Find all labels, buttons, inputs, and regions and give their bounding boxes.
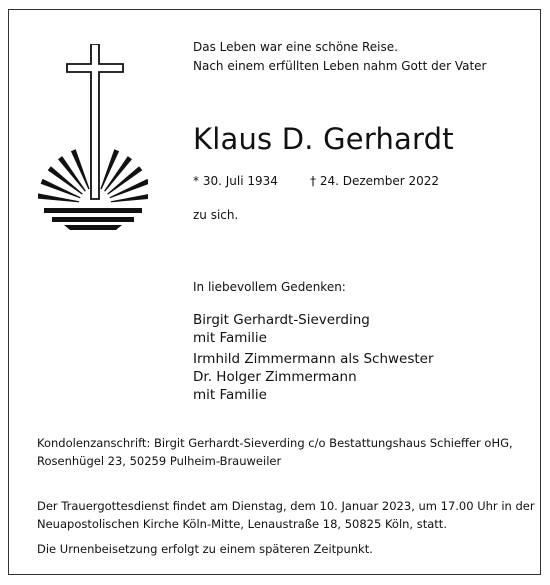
condolence-line-2: Rosenhügel 23, 50259 Pulheim-Brauweiler	[37, 454, 282, 468]
closing-text: zu sich.	[193, 208, 239, 222]
cross-sunrise-icon	[38, 44, 148, 234]
intro-line-1: Das Leben war eine schöne Reise.	[193, 40, 398, 54]
intro-line-2: Nach einem erfüllten Leben nahm Gott der Vater	[193, 59, 487, 73]
mourner-line: Irmhild Zimmermann als Schwester	[193, 351, 434, 367]
mourner-line: mit Familie	[193, 387, 267, 403]
mourner-line: Dr. Holger Zimmermann	[193, 369, 357, 385]
condolence-line-1: Kondolenzanschrift: Birgit Gerhardt-Sieverding c/o Bestattungshaus Schieffer oHG,	[37, 436, 513, 450]
mourner-line: Birgit Gerhardt-Sieverding	[193, 312, 370, 328]
service-line-1: Der Trauergottesdienst findet am Dienstag, dem 10. Januar 2023, um 17.00 Uhr in der	[37, 499, 535, 513]
deceased-name: Klaus D. Gerhardt	[193, 122, 454, 156]
mourner-line: mit Familie	[193, 330, 267, 346]
birth-date: * 30. Juli 1934	[193, 174, 278, 188]
service-line-3: Die Urnenbeisetzung erfolgt zu einem späteren Zeitpunkt.	[37, 542, 373, 556]
mourners-heading: In liebevollem Gedenken:	[193, 280, 346, 294]
service-line-2: Neuapostolischen Kirche Köln-Mitte, Lenaustraße 18, 50825 Köln, statt.	[37, 517, 447, 531]
death-date: † 24. Dezember 2022	[310, 174, 439, 188]
